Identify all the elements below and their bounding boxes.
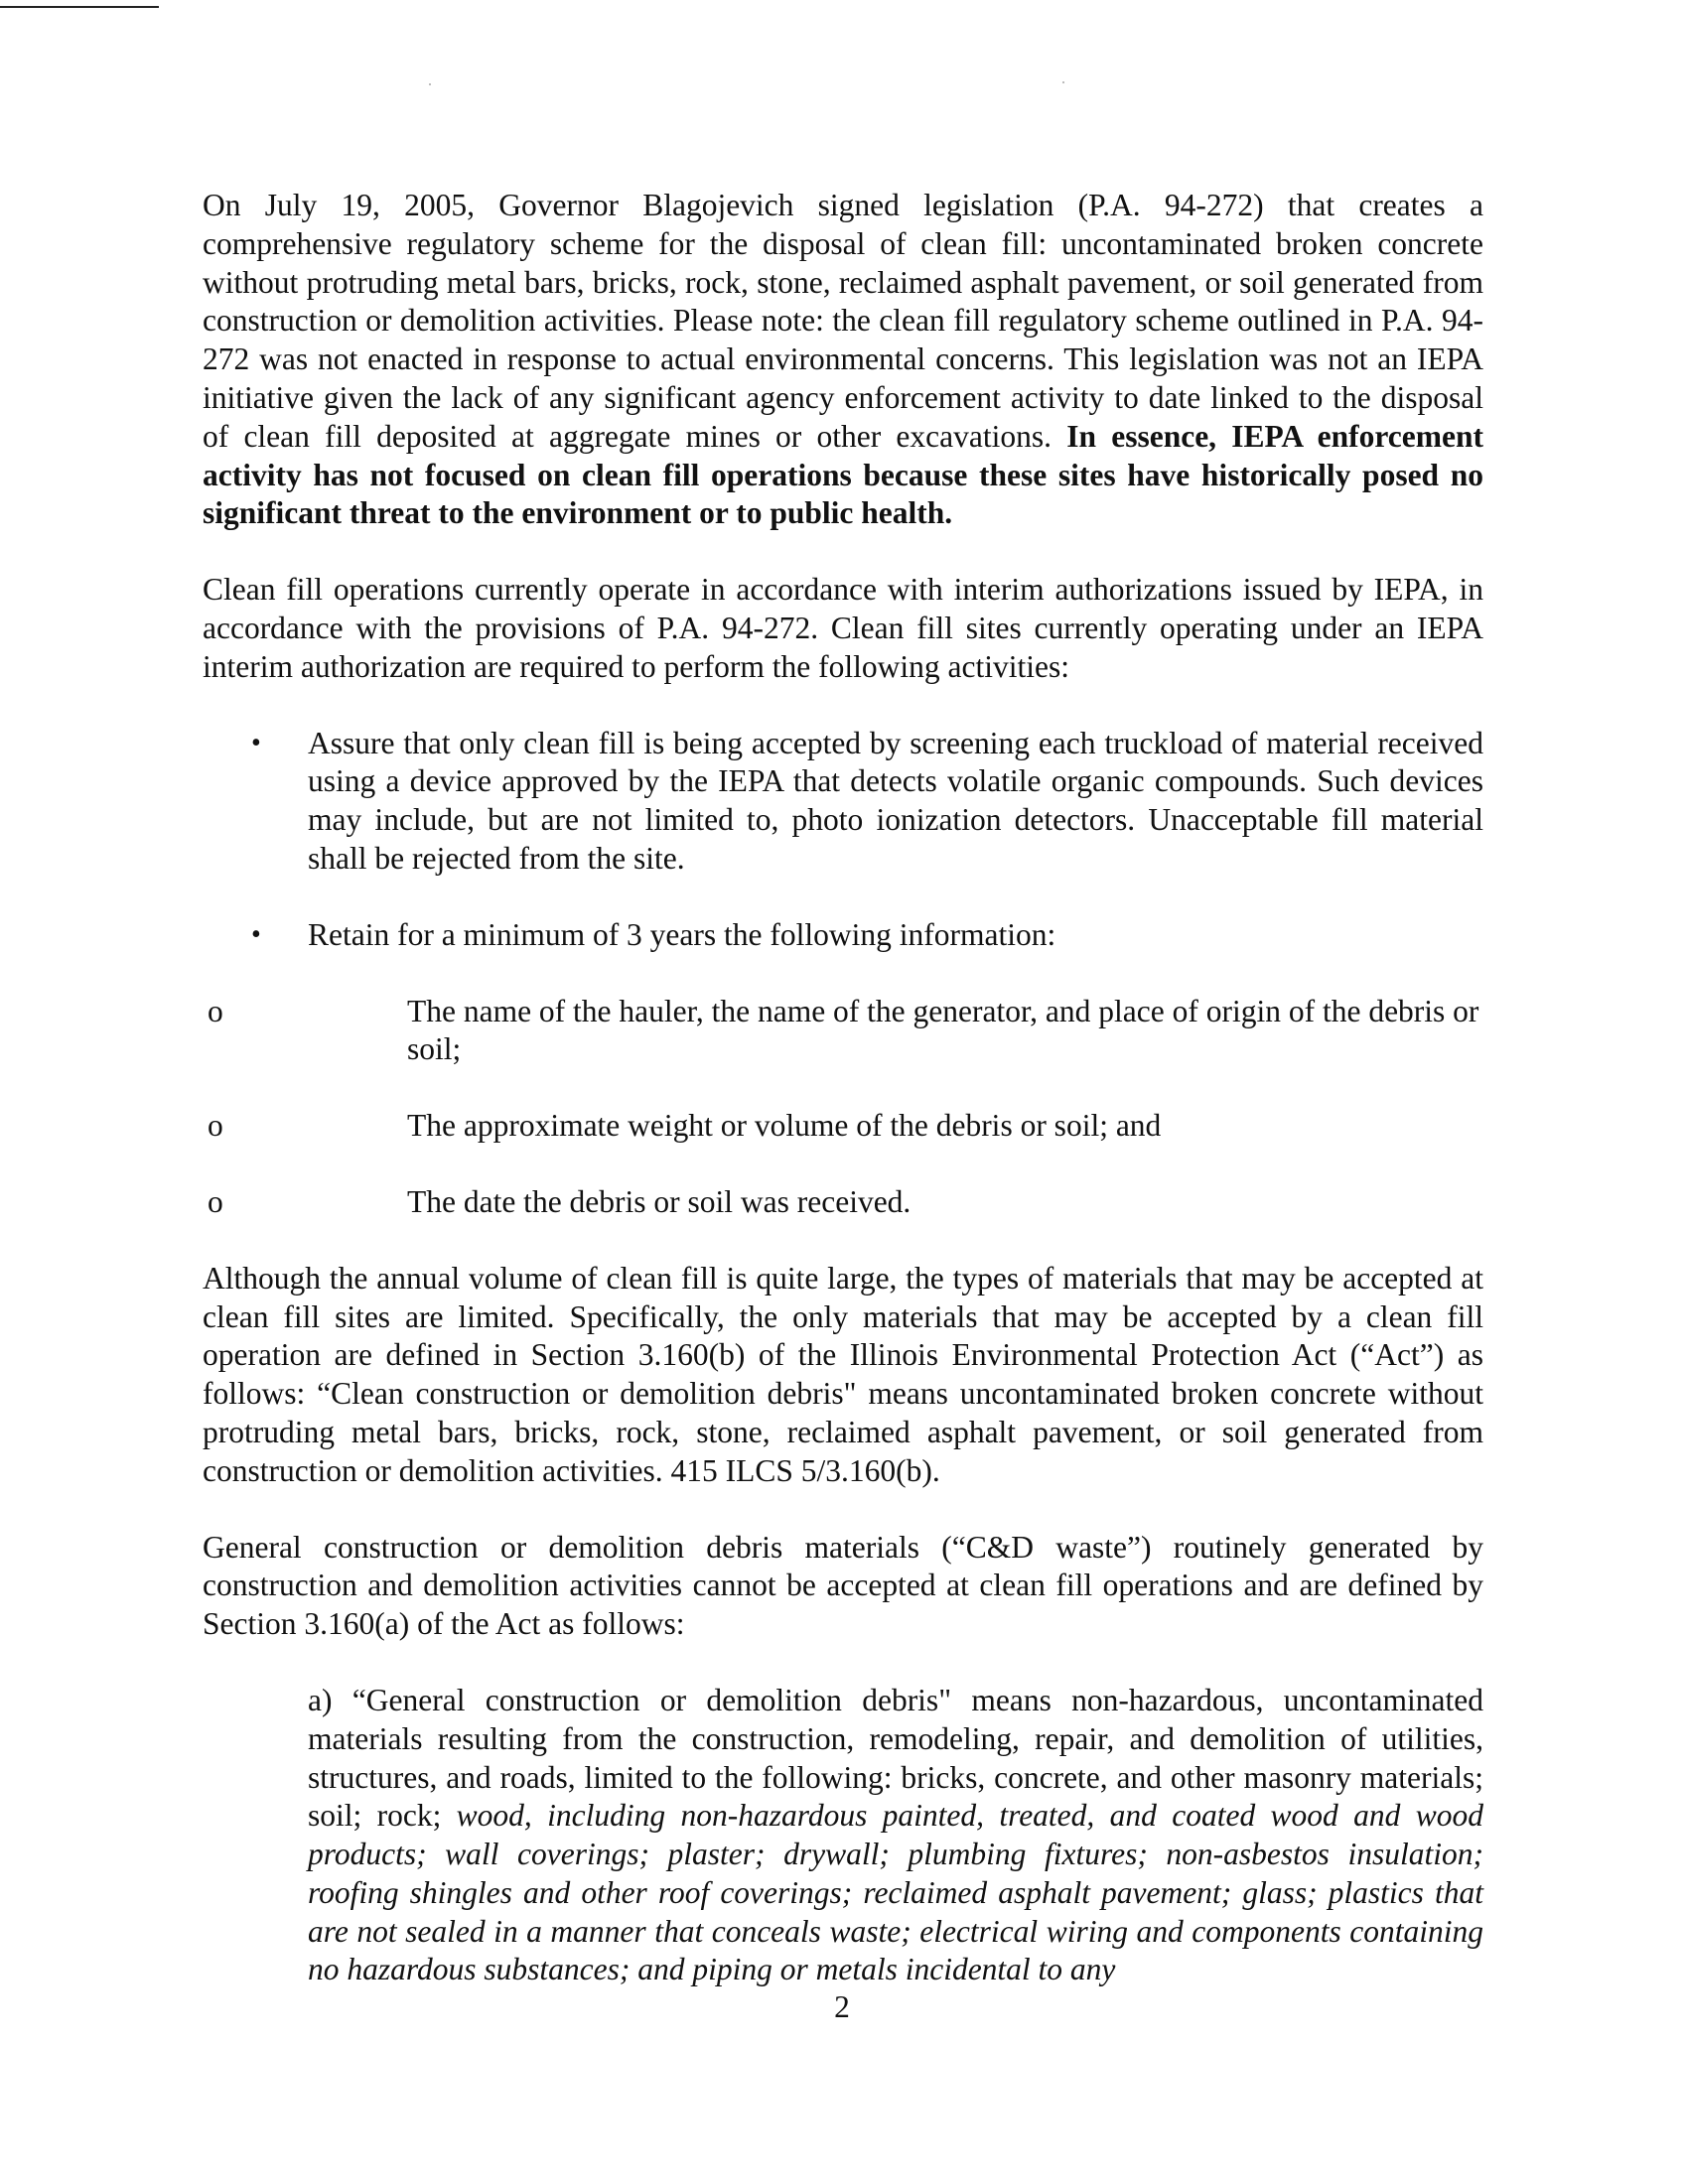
statute-quote [308,1682,1483,1989]
paragraph-legislation-text: On July 19, 2005, Governor Blagojevich signed legislation (P.A. 94-272) that creates a comprehensive regulatory scheme for the disposal of clean fill: uncontaminated broken concrete without protruding metal bars, bricks, rock, stone, reclaimed asphalt pavement, or soil generated from construction or demolition activities. Please note: the clean fill regulatory scheme outlined in P.A. 94-272 was not enacted in response to actual environmental concerns. This legislation was not an IEPA initiative given the lack of any significant agency enforcement activity to date linked to the disposal of clean fill deposited at aggregate mines or other excavations. [203,188,1483,454]
sub-bullet-icon: o [208,1183,223,1219]
sublist-item [208,993,1483,1070]
sublist-item [208,1107,1483,1146]
paragraph-legislation [203,187,1483,533]
list-item-text: Retain for a minimum of 3 years the following information: [308,916,1056,952]
paragraph-interim-authorizations: Clean fill operations currently operate in accordance with interim authorizations issued by IEPA, in accordance with the provisions of P.A. 94-272. Clean fill sites currently operating under an IEPA interim authorization are required to perform the following activities: [203,572,1483,684]
scan-speck [1062,81,1064,83]
sublist-item-text: The date the debris or soil was received. [407,1183,912,1219]
list-item-text: Assure that only clean fill is being accepted by screening each truckload of material received using a device approved by the IEPA that detects volatile organic compounds. Such devices may include, but are not limited to, photo ionization detectors. Unacceptable fill material shall be rejected from the site. [308,725,1483,876]
sub-bullet-icon: o [208,1108,223,1144]
statute-quote-italic: wood, including non-hazardous painted, treated, and coated wood and wood products; wall coverings; plaster; drywall; plumbing fixtures; non-asbestos insulation; roofing shingles and other roof coverings; reclaimed asphalt pavement; glass; plastics that are not sealed in a manner that conceals waste; electrical wiring and components containing no hazardous substances; and piping or metals incidental to any [308,1798,1483,1987]
list-item [203,725,1483,879]
records-sublist [208,993,1483,1222]
list-item [203,916,1483,1222]
paragraph-cd-waste: General construction or demolition debris materials (“C&D waste”) routinely generated by construction and demolition activities cannot be accepted at clean fill operations and are defined by Section 3.160(a) of the Act as follows: [203,1529,1483,1642]
paragraph-clean-fill-definition: Although the annual volume of clean fill is quite large, the types of materials that may be accepted at clean fill sites are limited. Specifically, the only materials that may be accepted by a clean fill operation are defined in Section 3.160(b) of the Illinois Environmental Protection Act (“Act”) as follows: “Clean construction or demolition debris" means uncontaminated broken concrete without protruding metal bars, bricks, rock, stone, reclaimed asphalt pavement, or soil generated from construction or demolition activities. 415 ILCS 5/3.160(b). [203,1260,1483,1488]
paragraph-legislation-emphasis: In essence, IEPA enforcement activity has not focused on clean fill operations because these sites have historically posed no significant threat to the environment or to public health. [203,418,1484,531]
activities-list [203,725,1483,1222]
page-number: 2 [834,1989,850,2024]
statute-quote-text: a) “General construction or demolition debris" means non-hazardous, uncontaminated materials resulting from the construction, remodeling, repair, and demolition of utilities, structures, and roads, limited to the following: bricks, concrete, and other masonry materials; soil; rock; [308,1682,1483,1834]
bullet-icon: • [251,727,261,758]
scan-speck [429,83,431,85]
sub-bullet-icon: o [208,993,223,1028]
bullet-icon: • [251,918,261,950]
document-body [203,187,1483,1989]
sublist-item-text: The approximate weight or volume of the debris or soil; and [407,1108,1162,1144]
sublist-item [208,1183,1483,1222]
header-rule [0,6,159,8]
sublist-item-text: The name of the hauler, the name of the generator, and place of origin of the debris or soil; [407,993,1479,1067]
